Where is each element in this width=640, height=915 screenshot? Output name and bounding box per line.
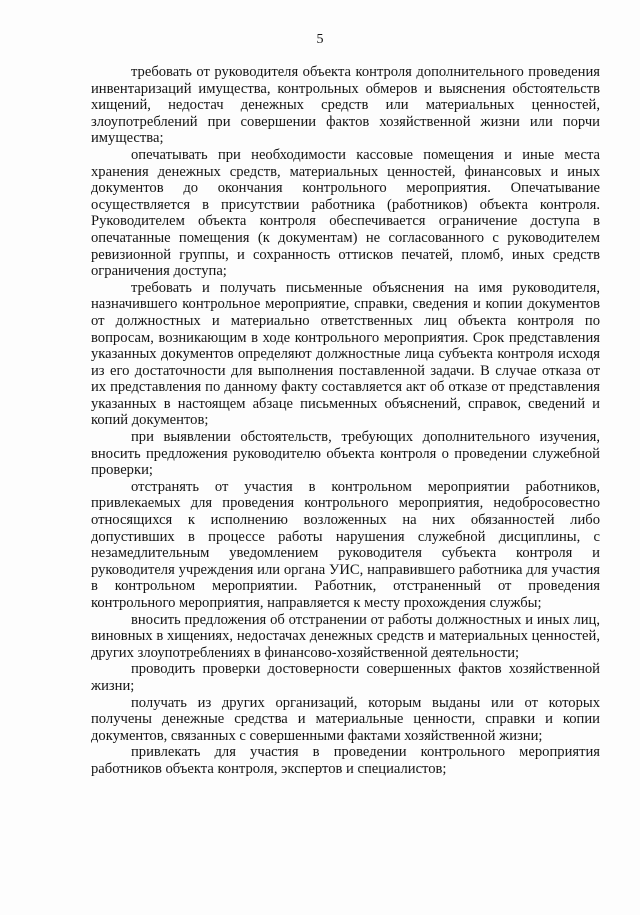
paragraph: отстранять от участия в контрольном мероприятии работников, привлекаемых для проведения контрольного мероприятия, недобросовестно относящихся к исполнению возложенных на них обязанностей либо допустивших в процессе работы нарушения служебной дисциплины, с незамедлительным уведомлением руководителя субъекта контроля и руководителя учреждения или органа УИС, направившего работника для участия в контрольном мероприятии. Работник, отстраненный от проведения контрольного мероприятия, направляется к месту прохождения службы;	[91, 478, 600, 611]
paragraph: требовать от руководителя объекта контроля дополнительного проведения инвентаризаций имущества, контрольных обмеров и выяснения обстоятельств хищений, недостач денежных средств или материальных ценностей, злоупотреблений при совершении фактов хозяйственной жизни или порчи имущества;	[91, 64, 600, 147]
paragraph: проводить проверки достоверности совершенных фактов хозяйственной жизни;	[91, 661, 600, 694]
paragraph: опечатывать при необходимости кассовые помещения и иные места хранения денежных средств, материальных ценностей, финансовых и иных документов до окончания контрольного мероприятия. Опечатывание осуществляется в присутствии работника (работников) объекта контроля. Руководителем объекта контроля обеспечивается ограничение доступа в опечатанные помещения (к документам) не согласованного с руководителем ревизионной группы, и сохранность оттисков печатей, пломб, иных средств ограничения доступа;	[91, 146, 600, 280]
paragraph: при выявлении обстоятельств, требующих дополнительного изучения, вносить предложения руководителю объекта контроля о проведении служебной проверки;	[91, 429, 600, 479]
paragraph: требовать и получать письменные объяснения на имя руководителя, назначившего контрольное мероприятие, справки, сведения и копии документов от должностных и материально ответственных лиц объекта контроля по вопросам, возникающим в ходе контрольного мероприятия. Срок представления указанных документов определяют должностные лица субъекта контроля исходя из его достаточности для выполнения поставленной задачи. В случае отказа от их представления по данному факту составляется акт об отказе от представления указанных в настоящем абзаце письменных объяснений, справок, сведений и копий документов;	[91, 279, 600, 429]
paragraph: получать из других организаций, которым выданы или от которых получены денежные средства и материальные ценности, справки и копии документов, связанных с совершенными фактами хозяйственной жизни;	[91, 694, 600, 744]
document-body	[91, 64, 600, 778]
paragraph: вносить предложения об отстранении от работы должностных и иных лиц, виновных в хищениях, недостачах денежных средств и материальных ценностей, других злоупотреблениях в финансово-хозяйственной деятельности;	[91, 611, 600, 661]
page-number: 5	[316, 32, 324, 47]
paragraph: привлекать для участия в проведении контрольного мероприятия работников объекта контроля, экспертов и специалистов;	[91, 744, 600, 777]
